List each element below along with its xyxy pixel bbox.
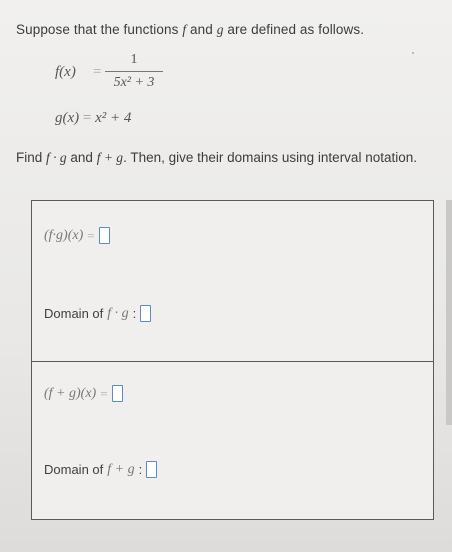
- product-answer-row: [44, 227, 110, 244]
- decorative-dot: [412, 52, 414, 54]
- sum-answer-row: [44, 385, 123, 402]
- g-equals: =: [82, 110, 92, 126]
- f-fraction: [105, 52, 163, 91]
- product-domain-colon: :: [132, 306, 137, 321]
- find-and: and: [66, 150, 97, 165]
- f-denominator: 5x² + 3: [113, 75, 155, 90]
- answer-panel: [31, 200, 434, 520]
- f-lhs: f(x): [55, 64, 76, 80]
- find-product: f · g: [46, 150, 67, 165]
- product-domain-row: [44, 305, 151, 322]
- g-definition: [55, 110, 131, 127]
- sum-domain-label: Domain of: [44, 462, 104, 477]
- prompt-f: f: [182, 22, 187, 37]
- sum-domain-expr: f + g: [107, 461, 135, 477]
- prompt-text-start: Suppose that the functions: [16, 22, 183, 37]
- f-equals: =: [93, 64, 102, 80]
- prompt-g: g: [216, 22, 224, 37]
- product-answer-input[interactable]: [99, 227, 110, 244]
- product-expr: (f·g)(x): [44, 227, 84, 243]
- panel-divider: [32, 361, 433, 362]
- sum-domain-colon: :: [138, 462, 143, 477]
- f-definition: [55, 52, 195, 102]
- sum-domain-row: [44, 461, 157, 478]
- find-sum: f + g: [96, 150, 124, 165]
- product-domain-label: Domain of: [44, 306, 104, 321]
- product-domain-expr: f · g: [107, 305, 129, 321]
- prompt-text-mid: and: [186, 22, 217, 37]
- fraction-bar: [105, 71, 163, 72]
- f-numerator: 1: [130, 52, 138, 67]
- g-lhs: g(x): [55, 110, 80, 126]
- scrollbar[interactable]: [446, 200, 452, 425]
- instructions: [16, 150, 417, 166]
- product-domain-input[interactable]: [140, 305, 151, 322]
- sum-answer-input[interactable]: [112, 385, 123, 402]
- find-prefix: Find: [16, 150, 47, 165]
- product-equals: =: [87, 227, 95, 243]
- sum-equals: =: [100, 385, 108, 401]
- sum-domain-input[interactable]: [146, 461, 157, 478]
- problem-statement: [16, 22, 364, 38]
- find-suffix: . Then, give their domains using interval notation.: [123, 150, 417, 165]
- prompt-text-end: are defined as follows.: [223, 22, 365, 37]
- g-rhs: x² + 4: [95, 110, 132, 126]
- sum-expr: (f + g)(x): [44, 385, 97, 401]
